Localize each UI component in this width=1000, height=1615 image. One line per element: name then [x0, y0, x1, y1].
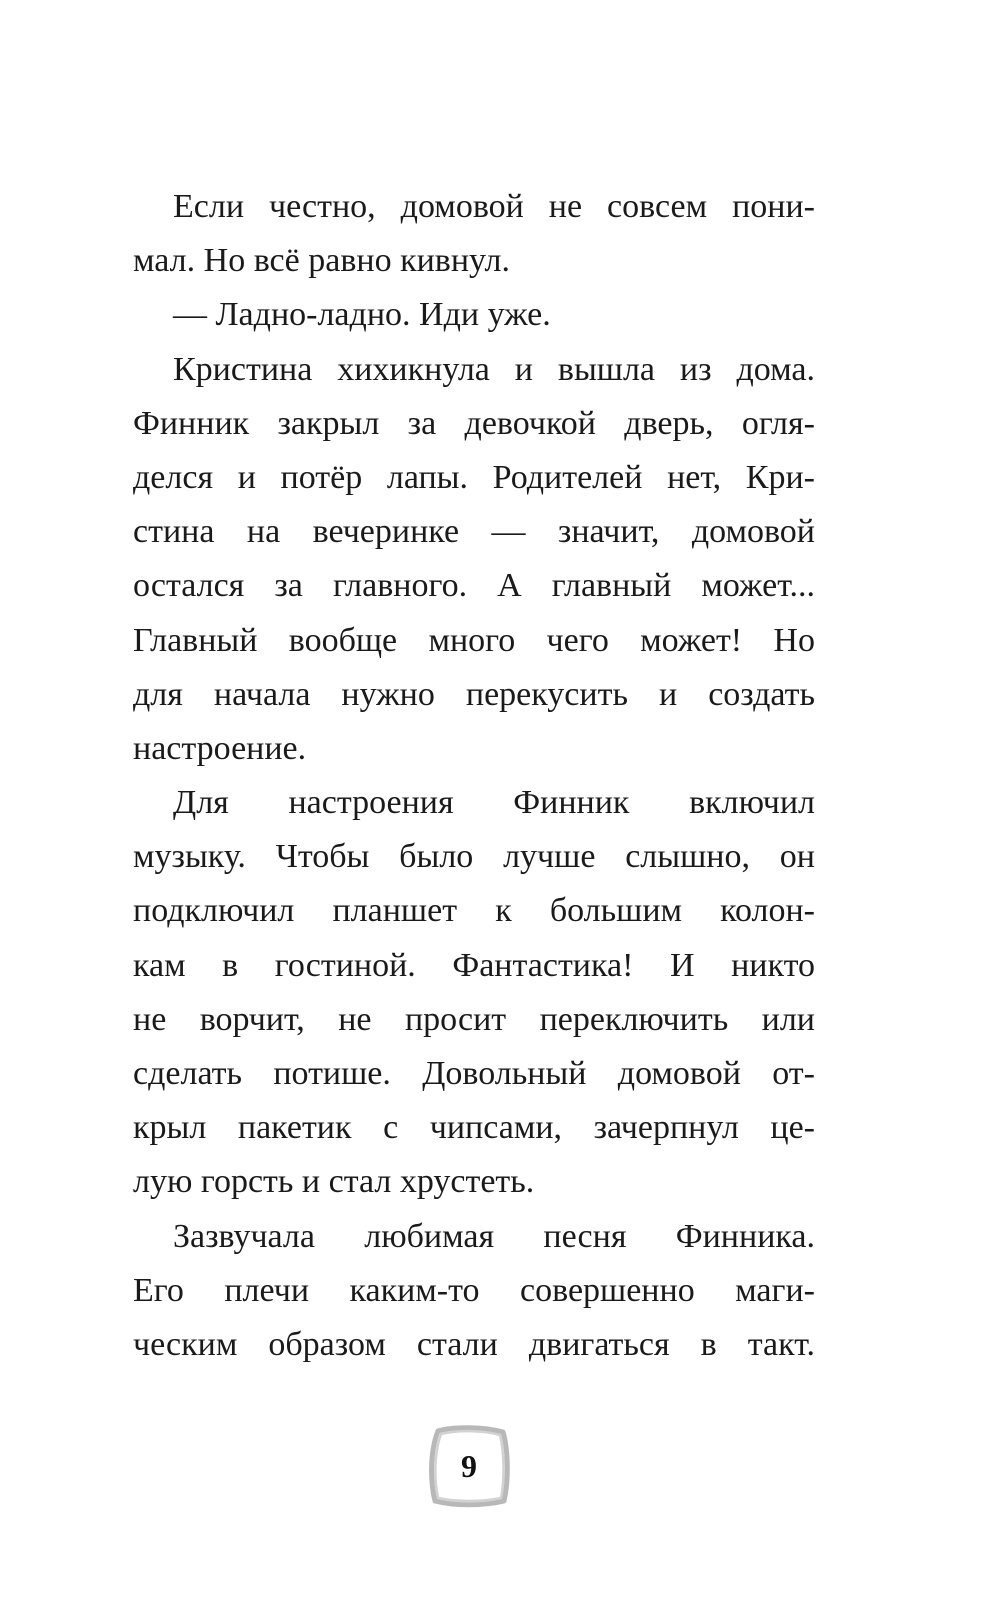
page-number-frame [424, 1421, 514, 1511]
page-number: 9 [461, 1448, 477, 1484]
text-line: мал. Но всё равно кивнул. [133, 242, 511, 280]
text-line: Финник закрыл за девочкой дверь, огля- [133, 404, 815, 442]
body-text [133, 180, 815, 1372]
text-line: настроение. [133, 729, 307, 767]
text-line: остался за главного. А главный может... [133, 567, 815, 605]
text-line: — Ладно-ладно. Иди уже. [173, 296, 551, 334]
text-line: Главный вообще много чего может! Но [133, 621, 815, 659]
text-line: стина на вечеринке — значит, домовой [133, 513, 815, 551]
text-line: Кристина хихикнула и вышла из дома. [173, 350, 815, 388]
text-line: подключил планшет к большим колон- [133, 892, 815, 930]
text-line: Зазвучала любимая песня Финника. [173, 1217, 815, 1255]
text-line: кам в гостиной. Фантастика! И никто [133, 946, 815, 984]
text-line: Его плечи каким-то совершенно маги- [133, 1271, 815, 1309]
text-line: музыку. Чтобы было лучше слышно, он [133, 838, 815, 876]
text-line: Для настроения Финник включил [173, 784, 815, 822]
text-line: для начала нужно перекусить и создать [133, 675, 815, 713]
text-line: Если честно, домовой не совсем пони- [173, 188, 815, 225]
text-line: крыл пакетик с чипсами, зачерпнул це- [133, 1109, 815, 1147]
text-line: не ворчит, не просит переключить или [133, 1000, 815, 1038]
text-line: делся и потёр лапы. Родителей нет, Кри- [133, 458, 815, 496]
text-line: сделать потише. Довольный домовой от- [133, 1055, 815, 1092]
text-line: лую горсть и стал хрустеть. [133, 1163, 535, 1201]
text-line: ческим образом стали двигаться в такт. [133, 1325, 815, 1363]
